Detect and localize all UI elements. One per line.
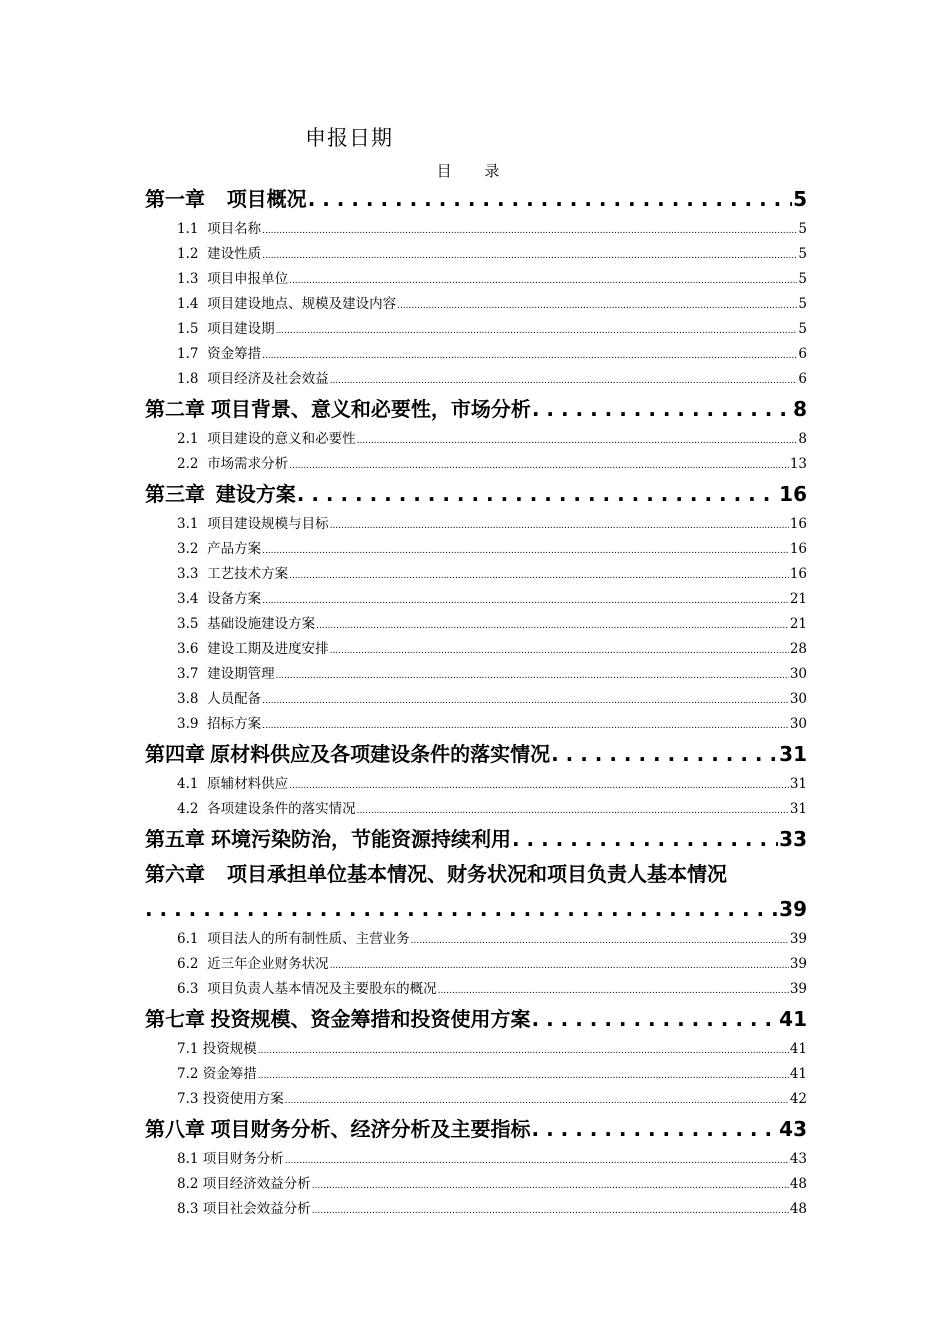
chapter-page: 31 bbox=[779, 742, 807, 766]
chapter-label: 第八章 bbox=[145, 1117, 205, 1141]
toc-section[interactable] bbox=[145, 712, 807, 737]
section-title: 投资规模 bbox=[202, 1041, 257, 1057]
toc-section[interactable] bbox=[145, 1197, 807, 1222]
chapter-label: 第五章 bbox=[145, 827, 205, 851]
toc-section[interactable] bbox=[145, 217, 807, 242]
section-number: 1.8 bbox=[177, 371, 199, 387]
section-number: 3.5 bbox=[177, 616, 199, 632]
dot-leader bbox=[262, 687, 789, 712]
dot-leader bbox=[312, 1197, 789, 1222]
section-title: 项目建设期 bbox=[207, 321, 275, 337]
chapter-page: 16 bbox=[779, 482, 807, 506]
section-number: 2.1 bbox=[177, 431, 199, 447]
section-page: 13 bbox=[789, 456, 807, 472]
dot-leader bbox=[276, 662, 789, 687]
toc-section[interactable] bbox=[145, 687, 807, 712]
toc-section[interactable] bbox=[145, 427, 807, 452]
section-page: 16 bbox=[789, 516, 807, 532]
section-title: 近三年企业财务状况 bbox=[207, 956, 329, 972]
chapter-page: 43 bbox=[779, 1117, 807, 1141]
section-title: 市场需求分析 bbox=[207, 456, 289, 472]
section-title: 各项建设条件的落实情况 bbox=[207, 801, 356, 817]
section-title: 设备方案 bbox=[207, 591, 262, 607]
dot-leader bbox=[532, 1112, 779, 1147]
toc-section[interactable] bbox=[145, 342, 807, 367]
table-of-contents bbox=[145, 182, 807, 1222]
dot-leader bbox=[145, 892, 778, 927]
section-page: 6 bbox=[798, 371, 807, 387]
section-page: 41 bbox=[789, 1066, 807, 1082]
dot-leader bbox=[276, 317, 798, 342]
report-date-heading: 申报日期 bbox=[305, 126, 393, 150]
toc-chapter[interactable] bbox=[145, 857, 807, 927]
section-number: 3.3 bbox=[177, 566, 199, 582]
section-title: 建设期管理 bbox=[207, 666, 275, 682]
dot-leader bbox=[411, 927, 789, 952]
dot-leader bbox=[312, 1172, 789, 1197]
chapter-label: 第七章 bbox=[145, 1007, 205, 1031]
chapter-page: 39 bbox=[779, 897, 807, 921]
section-page: 5 bbox=[798, 221, 807, 237]
section-page: 5 bbox=[798, 321, 807, 337]
toc-section[interactable] bbox=[145, 772, 807, 797]
section-page: 43 bbox=[789, 1151, 807, 1167]
section-title: 基础设施建设方案 bbox=[207, 616, 316, 632]
chapter-page: 33 bbox=[779, 827, 807, 851]
toc-section[interactable] bbox=[145, 1147, 807, 1172]
section-number: 1.2 bbox=[177, 246, 199, 262]
section-page: 30 bbox=[789, 716, 807, 732]
section-number: 1.1 bbox=[177, 221, 199, 237]
section-page: 16 bbox=[789, 541, 807, 557]
toc-section[interactable] bbox=[145, 537, 807, 562]
dot-leader bbox=[532, 392, 792, 427]
section-page: 39 bbox=[789, 956, 807, 972]
section-page: 41 bbox=[789, 1041, 807, 1057]
section-number: 1.3 bbox=[177, 271, 199, 287]
section-number: 1.5 bbox=[177, 321, 199, 337]
dot-leader bbox=[357, 427, 798, 452]
dot-leader bbox=[532, 1002, 779, 1037]
dot-leader bbox=[330, 952, 789, 977]
section-number: 6.3 bbox=[177, 981, 199, 997]
section-number: 6.2 bbox=[177, 956, 199, 972]
dot-leader bbox=[330, 637, 789, 662]
dot-leader bbox=[308, 182, 792, 217]
toc-title: 目 录 bbox=[436, 162, 514, 180]
toc-chapter[interactable] bbox=[145, 392, 807, 427]
toc-section[interactable] bbox=[145, 452, 807, 477]
section-title: 招标方案 bbox=[207, 716, 262, 732]
toc-section[interactable] bbox=[145, 952, 807, 977]
chapter-page: 8 bbox=[793, 397, 807, 421]
section-page: 31 bbox=[789, 776, 807, 792]
toc-section[interactable] bbox=[145, 562, 807, 587]
section-page: 16 bbox=[789, 566, 807, 582]
section-number: 3.4 bbox=[177, 591, 199, 607]
toc-section[interactable] bbox=[145, 662, 807, 687]
section-title: 项目社会效益分析 bbox=[202, 1201, 311, 1217]
section-page: 48 bbox=[789, 1201, 807, 1217]
section-title: 项目建设地点、规模及建设内容 bbox=[207, 296, 397, 312]
toc-section[interactable] bbox=[145, 637, 807, 662]
toc-chapter[interactable] bbox=[145, 477, 807, 512]
dot-leader bbox=[289, 452, 789, 477]
section-page: 30 bbox=[789, 666, 807, 682]
section-title: 项目建设的意义和必要性 bbox=[207, 431, 356, 447]
section-number: 1.7 bbox=[177, 346, 199, 362]
section-page: 5 bbox=[798, 296, 807, 312]
toc-section[interactable] bbox=[145, 512, 807, 537]
section-title: 原辅材料供应 bbox=[207, 776, 289, 792]
chapter-label: 第二章 bbox=[145, 397, 205, 421]
toc-section[interactable] bbox=[145, 1172, 807, 1197]
section-title: 项目负责人基本情况及主要股东的概况 bbox=[207, 981, 437, 997]
section-page: 21 bbox=[789, 616, 807, 632]
chapter-page: 41 bbox=[779, 1007, 807, 1031]
chapter-label: 第三章 bbox=[145, 482, 205, 506]
dot-leader bbox=[297, 477, 778, 512]
dot-leader bbox=[330, 512, 789, 537]
section-page: 31 bbox=[789, 801, 807, 817]
chapter-title: 项目承担单位基本情况、财务状况和项目负责人基本情况 bbox=[227, 862, 727, 886]
section-number: 1.4 bbox=[177, 296, 199, 312]
section-title: 项目法人的所有制性质、主营业务 bbox=[207, 931, 410, 947]
section-page: 21 bbox=[789, 591, 807, 607]
toc-chapter[interactable] bbox=[145, 1112, 807, 1147]
section-number: 3.1 bbox=[177, 516, 199, 532]
toc-section[interactable] bbox=[145, 317, 807, 342]
chapter-title: 环境污染防治，节能资源持续利用 bbox=[210, 827, 511, 851]
dot-leader bbox=[285, 1087, 789, 1112]
chapter-title: 投资规模、资金筹措和投资使用方案 bbox=[210, 1007, 531, 1031]
chapter-label: 第六章 bbox=[145, 862, 205, 886]
dot-leader bbox=[262, 217, 797, 242]
dot-leader bbox=[512, 822, 778, 857]
section-number: 3.6 bbox=[177, 641, 199, 657]
section-number: 3.2 bbox=[177, 541, 199, 557]
section-number: 2.2 bbox=[177, 456, 199, 472]
chapter-title: 项目概况 bbox=[226, 187, 307, 211]
section-page: 28 bbox=[789, 641, 807, 657]
toc-section[interactable] bbox=[145, 1087, 807, 1112]
toc-section[interactable] bbox=[145, 292, 807, 317]
section-number: 3.7 bbox=[177, 666, 199, 682]
toc-section[interactable] bbox=[145, 587, 807, 612]
dot-leader bbox=[330, 367, 798, 392]
section-title: 项目经济及社会效益 bbox=[207, 371, 329, 387]
section-title: 项目名称 bbox=[207, 221, 262, 237]
section-number: 4.2 bbox=[177, 801, 199, 817]
dot-leader bbox=[262, 712, 789, 737]
section-title: 投资使用方案 bbox=[202, 1091, 284, 1107]
section-page: 42 bbox=[789, 1091, 807, 1107]
toc-chapter[interactable] bbox=[145, 182, 807, 217]
chapter-title: 原材料供应及各项建设条件的落实情况 bbox=[210, 742, 551, 766]
section-title: 人员配备 bbox=[207, 691, 262, 707]
toc-section[interactable] bbox=[145, 1037, 807, 1062]
section-title: 资金筹措 bbox=[202, 1066, 257, 1082]
toc-section[interactable] bbox=[145, 977, 807, 1002]
section-title: 项目申报单位 bbox=[207, 271, 289, 287]
section-number: 7.1 bbox=[177, 1041, 199, 1057]
section-page: 30 bbox=[789, 691, 807, 707]
section-title: 资金筹措 bbox=[207, 346, 262, 362]
section-title: 项目建设规模与目标 bbox=[207, 516, 329, 532]
section-number: 8.3 bbox=[177, 1201, 199, 1217]
section-title: 建设性质 bbox=[207, 246, 262, 262]
toc-section[interactable] bbox=[145, 242, 807, 267]
section-title: 项目财务分析 bbox=[202, 1151, 284, 1167]
section-title: 建设工期及进度安排 bbox=[207, 641, 329, 657]
section-page: 5 bbox=[798, 246, 807, 262]
dot-leader bbox=[316, 612, 789, 637]
section-page: 39 bbox=[789, 981, 807, 997]
section-title: 项目经济效益分析 bbox=[202, 1176, 311, 1192]
toc-chapter[interactable] bbox=[145, 1002, 807, 1037]
section-number: 8.2 bbox=[177, 1176, 199, 1192]
toc-section[interactable] bbox=[145, 1062, 807, 1087]
section-page: 48 bbox=[789, 1176, 807, 1192]
section-number: 3.8 bbox=[177, 691, 199, 707]
dot-leader bbox=[357, 797, 789, 822]
section-number: 8.1 bbox=[177, 1151, 199, 1167]
toc-chapter[interactable] bbox=[145, 737, 807, 772]
chapter-label: 第一章 bbox=[145, 187, 205, 211]
toc-chapter[interactable] bbox=[145, 822, 807, 857]
section-page: 5 bbox=[798, 271, 807, 287]
toc-section[interactable] bbox=[145, 367, 807, 392]
section-title: 产品方案 bbox=[207, 541, 262, 557]
dot-leader bbox=[262, 537, 789, 562]
dot-leader bbox=[258, 1037, 789, 1062]
toc-section[interactable] bbox=[145, 612, 807, 637]
section-page: 6 bbox=[798, 346, 807, 362]
dot-leader bbox=[262, 587, 789, 612]
section-number: 7.3 bbox=[177, 1091, 199, 1107]
section-number: 7.2 bbox=[177, 1066, 199, 1082]
chapter-label: 第四章 bbox=[145, 742, 205, 766]
toc-section[interactable] bbox=[145, 267, 807, 292]
section-number: 4.1 bbox=[177, 776, 199, 792]
chapter-page: 5 bbox=[793, 187, 807, 211]
toc-section[interactable] bbox=[145, 797, 807, 822]
section-page: 8 bbox=[798, 431, 807, 447]
chapter-title: 项目背景、意义和必要性，市场分析 bbox=[210, 397, 531, 421]
chapter-title: 项目财务分析、经济分析及主要指标 bbox=[210, 1117, 531, 1141]
section-page: 39 bbox=[789, 931, 807, 947]
dot-leader bbox=[551, 737, 778, 772]
section-number: 6.1 bbox=[177, 931, 199, 947]
dot-leader bbox=[289, 267, 797, 292]
dot-leader bbox=[289, 562, 789, 587]
section-number: 3.9 bbox=[177, 716, 199, 732]
dot-leader bbox=[397, 292, 797, 317]
dot-leader bbox=[262, 342, 797, 367]
dot-leader bbox=[289, 772, 789, 797]
dot-leader bbox=[258, 1062, 789, 1087]
dot-leader bbox=[438, 977, 789, 1002]
dot-leader bbox=[285, 1147, 789, 1172]
section-title: 工艺技术方案 bbox=[207, 566, 289, 582]
chapter-title: 建设方案 bbox=[215, 482, 296, 506]
dot-leader bbox=[262, 242, 797, 267]
toc-section[interactable] bbox=[145, 927, 807, 952]
